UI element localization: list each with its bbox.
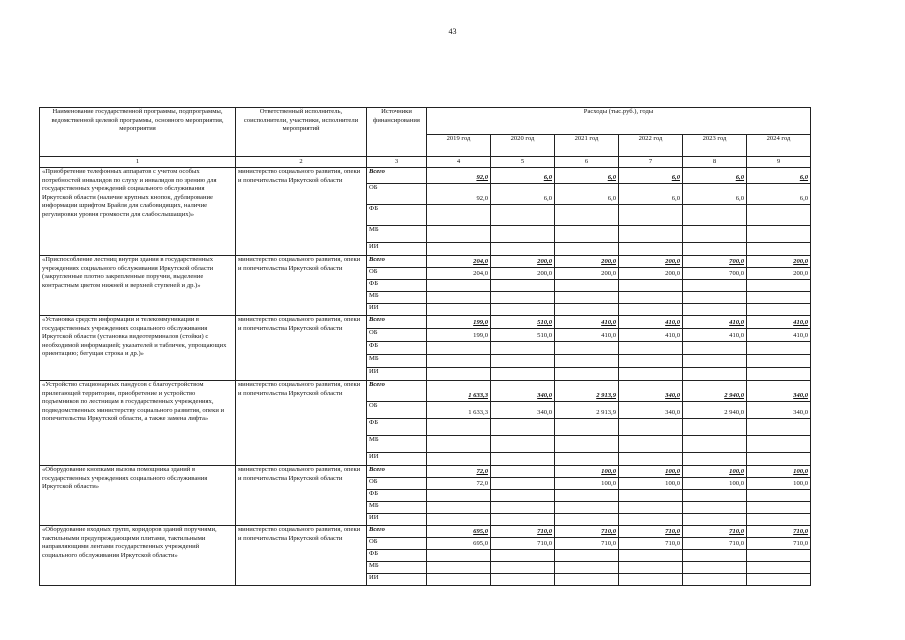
funding-source-cell: ФБ xyxy=(367,550,427,562)
amount-cell xyxy=(683,292,747,304)
funding-source-cell: МБ xyxy=(367,226,427,243)
amount-cell: 340,0 xyxy=(491,402,555,419)
amount-cell: 710,0 xyxy=(683,538,747,550)
executor-cell: министерство социального развития, опеки и попечительства Иркутской области xyxy=(236,256,367,316)
activity-name-cell: «Оборудование кнопками вызова помощника зданий в государственных учреждениях социального обслуживания Иркутской области» xyxy=(40,466,236,526)
amount-cell xyxy=(619,453,683,466)
header-executor-cell: Ответственный исполнитель, соисполнители, участники, исполнители мероприятий xyxy=(236,108,367,157)
amount-cell xyxy=(747,502,811,514)
amount-cell xyxy=(555,436,619,453)
funding-source-cell: ИИ xyxy=(367,243,427,256)
header-year-cell: 2021 год xyxy=(555,135,619,157)
amount-cell xyxy=(491,574,555,586)
amount-cell xyxy=(491,514,555,526)
funding-source-cell: ИИ xyxy=(367,453,427,466)
amount-cell xyxy=(427,205,491,226)
amount-cell: 710,0 xyxy=(619,538,683,550)
amount-cell: 6,0 xyxy=(491,168,555,184)
amount-cell xyxy=(427,490,491,502)
amount-cell xyxy=(619,304,683,316)
amount-cell: 700,0 xyxy=(683,256,747,268)
funding-source-cell: Всего xyxy=(367,381,427,402)
amount-cell xyxy=(619,243,683,256)
amount-cell xyxy=(427,304,491,316)
funding-source-cell: ОБ xyxy=(367,538,427,550)
amount-cell: 72,0 xyxy=(427,478,491,490)
amount-cell xyxy=(619,502,683,514)
amount-cell xyxy=(683,453,747,466)
funding-source-cell: ФБ xyxy=(367,490,427,502)
amount-cell xyxy=(555,292,619,304)
amount-cell xyxy=(683,514,747,526)
column-number-cell: 4 xyxy=(427,157,491,168)
funding-source-cell: Всего xyxy=(367,526,427,538)
amount-cell: 2 940,0 xyxy=(683,381,747,402)
amount-cell: 200,0 xyxy=(747,268,811,280)
amount-cell xyxy=(619,342,683,355)
amount-cell xyxy=(747,355,811,368)
amount-cell xyxy=(683,368,747,381)
amount-cell xyxy=(619,550,683,562)
amount-cell xyxy=(555,226,619,243)
amount-cell: 510,0 xyxy=(491,329,555,342)
amount-cell xyxy=(619,280,683,292)
budget-table xyxy=(39,107,811,586)
amount-cell xyxy=(491,304,555,316)
amount-cell: 6,0 xyxy=(619,184,683,205)
table-row xyxy=(40,526,811,538)
executor-cell: министерство социального развития, опеки и попечительства Иркутской области xyxy=(236,381,367,466)
amount-cell xyxy=(683,562,747,574)
amount-cell xyxy=(427,419,491,436)
amount-cell xyxy=(683,550,747,562)
amount-cell: 6,0 xyxy=(683,184,747,205)
amount-cell xyxy=(555,243,619,256)
amount-cell xyxy=(747,205,811,226)
amount-cell: 340,0 xyxy=(619,402,683,419)
amount-cell: 6,0 xyxy=(491,184,555,205)
amount-cell xyxy=(491,466,555,478)
amount-cell xyxy=(747,368,811,381)
amount-cell: 72,0 xyxy=(427,466,491,478)
activity-name-cell: «Приспособление лестниц внутри здания в государственных учреждениях социального обслуживания Иркутской области (закругленные плотно закрепленные поручни, выделение контрастным цветом нижней и верхней ступеней и др.)» xyxy=(40,256,236,316)
amount-cell xyxy=(491,436,555,453)
amount-cell xyxy=(747,342,811,355)
amount-cell xyxy=(427,514,491,526)
amount-cell xyxy=(747,562,811,574)
amount-cell xyxy=(491,562,555,574)
amount-cell: 700,0 xyxy=(683,268,747,280)
amount-cell: 2 913,9 xyxy=(555,402,619,419)
amount-cell: 710,0 xyxy=(555,538,619,550)
amount-cell: 200,0 xyxy=(619,268,683,280)
amount-cell: 410,0 xyxy=(555,316,619,329)
column-number-cell: 3 xyxy=(367,157,427,168)
funding-source-cell: МБ xyxy=(367,502,427,514)
column-number-cell: 9 xyxy=(747,157,811,168)
executor-cell: министерство социального развития, опеки и попечительства Иркутской области xyxy=(236,526,367,586)
amount-cell xyxy=(619,292,683,304)
funding-source-cell: ОБ xyxy=(367,478,427,490)
amount-cell: 710,0 xyxy=(491,526,555,538)
amount-cell: 340,0 xyxy=(747,381,811,402)
amount-cell: 100,0 xyxy=(683,466,747,478)
funding-source-cell: ФБ xyxy=(367,419,427,436)
funding-source-cell: ИИ xyxy=(367,304,427,316)
amount-cell: 6,0 xyxy=(747,168,811,184)
amount-cell xyxy=(747,514,811,526)
amount-cell: 410,0 xyxy=(747,329,811,342)
header-year-cell: 2022 год xyxy=(619,135,683,157)
activity-name-cell: «Устройство стационарных пандусов с благоустройством прилегающей территории, приобретение и устройство подъемников по лестницам в государственных учреждениях, подведомственных министерству социального развития, опеки и попечительства Иркутской области, а также замена лифта» xyxy=(40,381,236,466)
amount-cell xyxy=(491,243,555,256)
funding-source-cell: ОБ xyxy=(367,329,427,342)
amount-cell xyxy=(427,502,491,514)
amount-cell xyxy=(491,550,555,562)
amount-cell xyxy=(555,355,619,368)
amount-cell xyxy=(555,514,619,526)
amount-cell xyxy=(555,304,619,316)
amount-cell: 100,0 xyxy=(747,466,811,478)
amount-cell: 410,0 xyxy=(555,329,619,342)
amount-cell xyxy=(491,342,555,355)
header-year-cell: 2023 год xyxy=(683,135,747,157)
amount-cell: 6,0 xyxy=(555,184,619,205)
amount-cell: 200,0 xyxy=(491,268,555,280)
amount-cell xyxy=(555,205,619,226)
amount-cell xyxy=(683,355,747,368)
amount-cell xyxy=(747,292,811,304)
amount-cell xyxy=(427,436,491,453)
amount-cell: 710,0 xyxy=(619,526,683,538)
amount-cell xyxy=(747,304,811,316)
funding-source-cell: ФБ xyxy=(367,280,427,292)
amount-cell: 340,0 xyxy=(491,381,555,402)
amount-cell xyxy=(747,243,811,256)
amount-cell: 6,0 xyxy=(747,184,811,205)
amount-cell: 6,0 xyxy=(555,168,619,184)
amount-cell xyxy=(683,574,747,586)
table-row xyxy=(40,381,811,402)
amount-cell xyxy=(427,355,491,368)
header-expenses-cell: Расходы (тыс.руб.), годы xyxy=(427,108,811,135)
header-year-cell: 2024 год xyxy=(747,135,811,157)
amount-cell: 340,0 xyxy=(619,381,683,402)
amount-cell xyxy=(683,502,747,514)
amount-cell xyxy=(555,502,619,514)
column-number-cell: 8 xyxy=(683,157,747,168)
amount-cell: 410,0 xyxy=(683,329,747,342)
executor-cell: министерство социального развития, опеки и попечительства Иркутской области xyxy=(236,168,367,256)
amount-cell xyxy=(619,436,683,453)
funding-source-cell: МБ xyxy=(367,562,427,574)
funding-source-cell: ФБ xyxy=(367,205,427,226)
amount-cell: 710,0 xyxy=(491,538,555,550)
amount-cell xyxy=(427,368,491,381)
amount-cell: 6,0 xyxy=(619,168,683,184)
amount-cell xyxy=(427,550,491,562)
amount-cell xyxy=(619,205,683,226)
header-name-cell: Наименование государственной программы, подпрограммы, ведомственной целевой программы, основного мероприятия, мероприятия xyxy=(40,108,236,157)
amount-cell xyxy=(427,574,491,586)
amount-cell xyxy=(491,205,555,226)
amount-cell: 100,0 xyxy=(619,478,683,490)
amount-cell xyxy=(619,419,683,436)
amount-cell xyxy=(747,436,811,453)
amount-cell: 695,0 xyxy=(427,538,491,550)
amount-cell xyxy=(491,490,555,502)
amount-cell: 100,0 xyxy=(555,466,619,478)
funding-source-cell: ОБ xyxy=(367,268,427,280)
amount-cell xyxy=(747,419,811,436)
amount-cell: 510,0 xyxy=(491,316,555,329)
page-number: 43 xyxy=(448,27,457,36)
amount-cell xyxy=(491,292,555,304)
activity-name-cell: «Оборудование входных групп, коридоров зданий поручнями, тактильными предупреждающими плитами, тактильными направляющими лентами государственных учреждений социального обслуживания Иркутской области» xyxy=(40,526,236,586)
amount-cell: 710,0 xyxy=(747,526,811,538)
amount-cell: 410,0 xyxy=(683,316,747,329)
amount-cell xyxy=(555,368,619,381)
funding-source-cell: ОБ xyxy=(367,402,427,419)
amount-cell xyxy=(747,550,811,562)
amount-cell: 410,0 xyxy=(619,316,683,329)
amount-cell: 100,0 xyxy=(619,466,683,478)
amount-cell: 710,0 xyxy=(683,526,747,538)
amount-cell xyxy=(491,355,555,368)
amount-cell: 204,0 xyxy=(427,268,491,280)
amount-cell: 2 940,0 xyxy=(683,402,747,419)
amount-cell: 199,0 xyxy=(427,316,491,329)
amount-cell: 200,0 xyxy=(555,256,619,268)
amount-cell xyxy=(427,342,491,355)
amount-cell xyxy=(747,574,811,586)
amount-cell xyxy=(491,226,555,243)
amount-cell xyxy=(555,574,619,586)
activity-name-cell: «Установка средств информации и телекоммуникации в государственных учреждениях социального обслуживания Иркутской области (установка видеотерминалов (стойки) с необходимой информацией; указателей и табличек, упрощающих ориентацию; бегущая строка и др.)» xyxy=(40,316,236,381)
amount-cell: 200,0 xyxy=(555,268,619,280)
amount-cell xyxy=(619,226,683,243)
amount-cell: 2 913,9 xyxy=(555,381,619,402)
table-row xyxy=(40,316,811,329)
amount-cell xyxy=(683,490,747,502)
amount-cell: 200,0 xyxy=(747,256,811,268)
amount-cell: 710,0 xyxy=(555,526,619,538)
amount-cell xyxy=(491,502,555,514)
amount-cell: 204,0 xyxy=(427,256,491,268)
amount-cell xyxy=(427,226,491,243)
amount-cell xyxy=(683,342,747,355)
funding-source-cell: Всего xyxy=(367,466,427,478)
amount-cell xyxy=(491,368,555,381)
amount-cell xyxy=(555,419,619,436)
amount-cell xyxy=(427,243,491,256)
funding-source-cell: ИИ xyxy=(367,514,427,526)
funding-source-cell: ОБ xyxy=(367,184,427,205)
amount-cell xyxy=(683,226,747,243)
amount-cell xyxy=(555,490,619,502)
amount-cell: 200,0 xyxy=(619,256,683,268)
funding-source-cell: Всего xyxy=(367,316,427,329)
amount-cell xyxy=(747,280,811,292)
column-number-cell: 2 xyxy=(236,157,367,168)
amount-cell: 200,0 xyxy=(491,256,555,268)
funding-source-cell: ИИ xyxy=(367,368,427,381)
amount-cell: 1 633,3 xyxy=(427,381,491,402)
executor-cell: министерство социального развития, опеки и попечительства Иркутской области xyxy=(236,466,367,526)
amount-cell: 199,0 xyxy=(427,329,491,342)
amount-cell xyxy=(747,453,811,466)
amount-cell: 1 633,3 xyxy=(427,402,491,419)
amount-cell: 100,0 xyxy=(683,478,747,490)
amount-cell xyxy=(619,355,683,368)
funding-source-cell: МБ xyxy=(367,355,427,368)
amount-cell xyxy=(491,453,555,466)
amount-cell xyxy=(683,205,747,226)
amount-cell xyxy=(683,304,747,316)
header-year-cell: 2019 год xyxy=(427,135,491,157)
amount-cell xyxy=(683,436,747,453)
amount-cell: 410,0 xyxy=(747,316,811,329)
funding-source-cell: Всего xyxy=(367,168,427,184)
amount-cell xyxy=(491,419,555,436)
amount-cell xyxy=(427,562,491,574)
amount-cell xyxy=(619,574,683,586)
amount-cell: 92,0 xyxy=(427,184,491,205)
amount-cell xyxy=(491,478,555,490)
amount-cell: 6,0 xyxy=(683,168,747,184)
table-row xyxy=(40,466,811,478)
column-number-cell: 1 xyxy=(40,157,236,168)
amount-cell xyxy=(747,226,811,243)
amount-cell xyxy=(683,419,747,436)
amount-cell xyxy=(747,490,811,502)
funding-source-cell: МБ xyxy=(367,292,427,304)
funding-source-cell: ИИ xyxy=(367,574,427,586)
amount-cell xyxy=(683,280,747,292)
executor-cell: министерство социального развития, опеки и попечительства Иркутской области xyxy=(236,316,367,381)
funding-source-cell: МБ xyxy=(367,436,427,453)
funding-source-cell: ФБ xyxy=(367,342,427,355)
funding-source-cell: Всего xyxy=(367,256,427,268)
amount-cell xyxy=(555,550,619,562)
amount-cell: 710,0 xyxy=(747,538,811,550)
amount-cell xyxy=(491,280,555,292)
table-row xyxy=(40,256,811,268)
amount-cell xyxy=(619,514,683,526)
column-number-cell: 7 xyxy=(619,157,683,168)
amount-cell: 100,0 xyxy=(555,478,619,490)
amount-cell: 340,0 xyxy=(747,402,811,419)
column-number-cell: 5 xyxy=(491,157,555,168)
amount-cell xyxy=(619,562,683,574)
amount-cell: 92,0 xyxy=(427,168,491,184)
amount-cell xyxy=(555,280,619,292)
amount-cell xyxy=(555,453,619,466)
amount-cell xyxy=(619,368,683,381)
activity-name-cell: «Приобретение телефонных аппаратов с учетом особых потребностей инвалидов по слуху и инвалидов по зрению для государственных учреждений социального обслуживания Иркутской области (наличие крупных кнопок, дублирование информации шрифтом Брайля для слабовидящих, наличие регулировки уровня громкости для слабослышащих)» xyxy=(40,168,236,256)
amount-cell xyxy=(427,280,491,292)
amount-cell: 100,0 xyxy=(747,478,811,490)
table-row xyxy=(40,168,811,184)
column-number-cell: 6 xyxy=(555,157,619,168)
amount-cell xyxy=(555,562,619,574)
amount-cell xyxy=(683,243,747,256)
amount-cell: 410,0 xyxy=(619,329,683,342)
header-source-cell: Источники финансирования xyxy=(367,108,427,157)
amount-cell xyxy=(427,453,491,466)
amount-cell xyxy=(555,342,619,355)
amount-cell xyxy=(427,292,491,304)
header-year-cell: 2020 год xyxy=(491,135,555,157)
amount-cell: 695,0 xyxy=(427,526,491,538)
amount-cell xyxy=(619,490,683,502)
